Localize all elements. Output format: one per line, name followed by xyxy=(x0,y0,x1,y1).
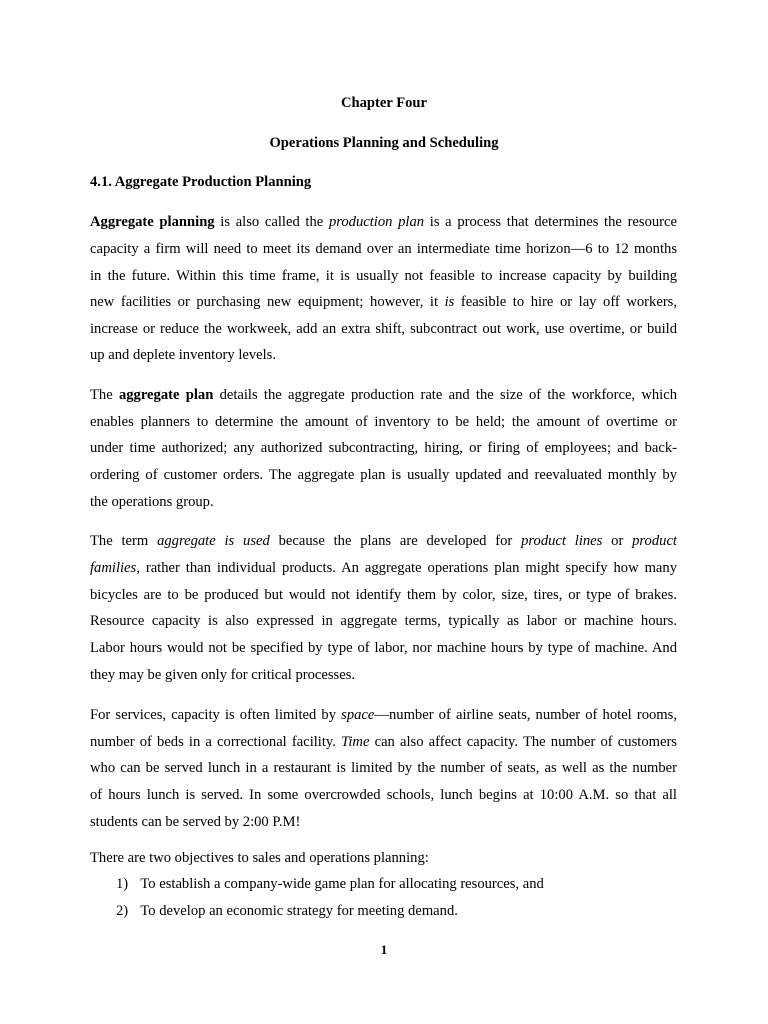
paragraph-line: under time authorized; any authorized subcontracting, hiring, or firing of employees; and back- xyxy=(90,440,677,456)
list-item xyxy=(116,874,544,894)
text-run: feasible to hire or lay off workers, xyxy=(454,294,678,310)
list-text: To develop an economic strategy for meeting demand. xyxy=(140,903,458,919)
paragraph-line: up and deplete inventory levels. xyxy=(90,347,277,363)
italic-term: Time xyxy=(341,734,370,750)
text-run: new facilities or purchasing new equipment; however, it xyxy=(90,294,445,310)
bold-term: aggregate plan xyxy=(118,387,214,403)
list-number: 2) xyxy=(116,903,129,919)
list-number: 1) xyxy=(116,876,129,892)
section-heading: 4.1. Aggregate Production Planning xyxy=(90,174,312,190)
italic-term: space xyxy=(341,707,375,723)
paragraph-line xyxy=(90,732,677,752)
text-run: can also affect capacity. The number of customers xyxy=(369,734,677,750)
text-run: The term xyxy=(90,533,158,549)
paragraph-line: ordering of customer orders. The aggregate plan is usually updated and reevaluated monthly by xyxy=(90,467,677,483)
paragraph-line xyxy=(90,292,677,312)
paragraph-line: bicycles are to be produced but would not identify them by color, size, tires, or type of brakes. xyxy=(90,587,677,603)
chapter-title: Chapter Four xyxy=(340,95,428,111)
paragraph-line: Labor hours would not be specified by type of labor, nor machine hours by type of machine. And xyxy=(90,640,677,656)
paragraph-line: increase or reduce the workweek, add an extra shift, subcontract out work, use overtime, or build xyxy=(90,321,677,337)
italic-term: product xyxy=(632,533,677,549)
text-run: number of beds in a correctional facility. xyxy=(90,734,342,750)
paragraph-line: capacity a firm will need to meet its demand over an intermediate time horizon—6 to 12 months xyxy=(90,241,677,257)
paragraph-line: in the future. Within this time frame, it is usually not feasible to increase capacity by building xyxy=(90,268,677,284)
paragraph-line xyxy=(90,212,677,232)
italic-term: is xyxy=(444,294,455,310)
paragraph-line xyxy=(90,531,677,551)
italic-term: aggregate is used xyxy=(157,533,270,549)
list-text: To establish a company-wide game plan for allocating resources, and xyxy=(140,876,544,892)
text-run: is a process that determines the resource xyxy=(424,214,677,230)
italic-term: families, xyxy=(90,560,140,576)
text-run: For services, capacity is often limited by xyxy=(90,707,342,723)
paragraph-line: of hours lunch is served. In some overcrowded schools, lunch begins at 10:00 A.M. so that all xyxy=(90,787,677,803)
text-run: is also called the xyxy=(214,214,329,230)
paragraph-line xyxy=(90,385,677,405)
text-run: or xyxy=(602,533,633,549)
document-title: Operations Planning and Scheduling xyxy=(269,135,499,151)
paragraph-line: students can be served by 2:00 P.M! xyxy=(90,814,301,830)
paragraph-line xyxy=(90,558,677,578)
text-run: details the aggregate production rate and the size of the workforce, which xyxy=(213,387,677,403)
bold-term: Aggregate planning xyxy=(90,214,215,230)
text-run: because the plans are developed for xyxy=(269,533,522,549)
paragraph-line: they may be given only for critical processes. xyxy=(90,667,356,683)
paragraph-line: Resource capacity is also expressed in aggregate terms, typically as labor or machine hours. xyxy=(90,613,677,629)
italic-term: product lines xyxy=(521,533,603,549)
objectives-intro: There are two objectives to sales and operations planning: xyxy=(90,850,429,866)
text-run: The xyxy=(90,387,119,403)
paragraph-line: who can be served lunch in a restaurant is limited by the number of seats, as well as the number xyxy=(90,760,677,776)
text-run: —number of airline seats, number of hotel rooms, xyxy=(374,707,677,723)
page-number: 1 xyxy=(380,942,388,957)
paragraph-line xyxy=(90,705,677,725)
italic-term: production plan xyxy=(328,214,425,230)
paragraph-line: enables planners to determine the amount of inventory to be held; the amount of overtime or xyxy=(90,414,677,430)
list-item xyxy=(116,901,458,921)
text-run: rather than individual products. An aggregate operations plan might specify how many xyxy=(139,560,677,576)
paragraph-line: the operations group. xyxy=(90,494,214,510)
